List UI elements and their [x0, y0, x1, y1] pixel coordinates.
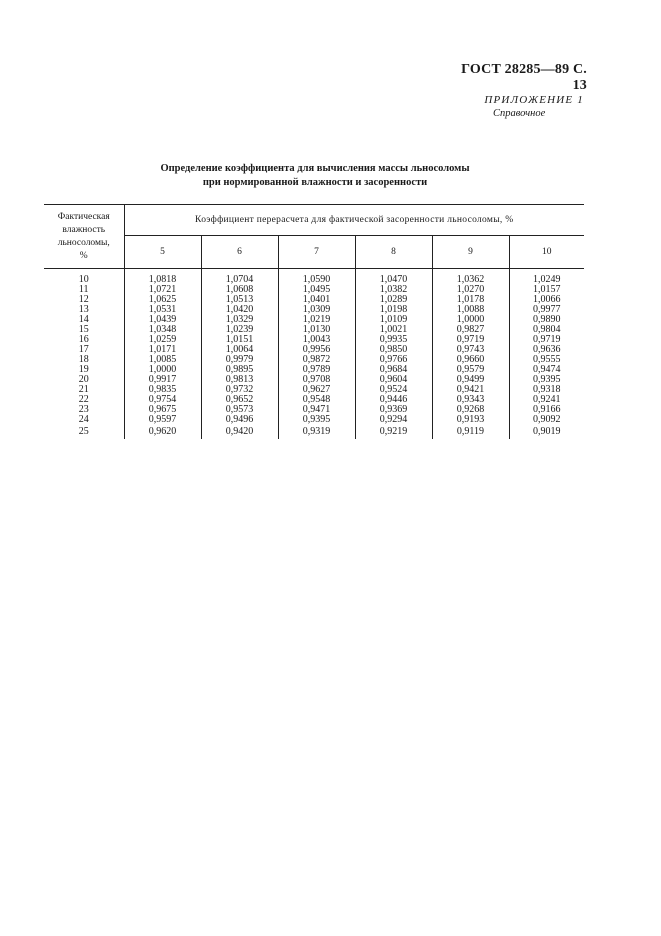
column-header: 6: [201, 236, 278, 269]
coefficient-cell: 0,9573: [201, 405, 278, 415]
coefficient-cell: 0,9294: [355, 415, 432, 425]
coefficient-cell: 0,9660: [432, 355, 509, 365]
coefficient-cell: 0,9977: [533, 304, 561, 315]
coefficient-cell: 0,9835: [124, 385, 201, 395]
coefficient-cell: 1,0259: [124, 335, 201, 345]
coefficient-cell: 0,9719: [432, 335, 509, 345]
coefficient-cell: 0,9708: [278, 375, 355, 385]
coefficient-cell: 0,9119: [432, 425, 509, 439]
coefficient-cell: 1,0329: [201, 315, 278, 325]
coefficient-cell: 0,9872: [278, 355, 355, 365]
coefficient-cell: 0,9597: [124, 415, 201, 425]
coefficient-cell: 1,0289: [355, 295, 432, 305]
coefficient-cell: 1,0000: [432, 315, 509, 325]
column-header: 10: [509, 236, 584, 269]
table-title: [100, 162, 530, 190]
stub-header-line-4: %: [79, 250, 88, 261]
column-header: 8: [355, 236, 432, 269]
table-title-line-1: Определение коэффициента для вычисления массы льносоломы: [160, 163, 470, 174]
coefficient-cell: 1,0088: [432, 305, 509, 315]
coefficient-cell: 0,9193: [432, 415, 509, 425]
coefficient-cell: 1,0109: [355, 315, 432, 325]
coefficient-cell: 0,9895: [201, 365, 278, 375]
humidity-cell: 16: [44, 335, 124, 345]
column-header: 9: [432, 236, 509, 269]
stub-header-line-3: льносоломы,: [57, 237, 110, 248]
table-title-line-2: при нормированной влажности и засоренности: [202, 177, 428, 188]
coefficient-cell: 0,9675: [124, 405, 201, 415]
humidity-cell: 11: [44, 285, 124, 295]
humidity-cell: 18: [44, 355, 124, 365]
coefficient-cell: 0,9804: [533, 324, 561, 335]
coefficient-cell: 0,9579: [432, 365, 509, 375]
coefficient-cell: 1,0470: [355, 269, 432, 286]
humidity-cell: 17: [44, 345, 124, 355]
coefficient-cell: 1,0704: [201, 269, 278, 286]
coefficient-cell: 0,9813: [201, 375, 278, 385]
coefficient-cell: 1,0513: [201, 295, 278, 305]
coefficient-cell: 0,9019: [533, 426, 561, 437]
coefficient-cell: 0,9935: [355, 335, 432, 345]
humidity-cell: 13: [44, 305, 124, 315]
coefficient-cell: 0,9917: [124, 375, 201, 385]
coefficient-cell: 1,0000: [124, 365, 201, 375]
humidity-cell: 21: [44, 385, 124, 395]
coefficient-cell: 1,0401: [278, 295, 355, 305]
coefficient-cell: 1,0043: [278, 335, 355, 345]
column-header: 5: [124, 236, 201, 269]
coefficient-table: [44, 204, 584, 439]
stub-header: [44, 205, 124, 269]
coefficient-cell: 1,0171: [124, 345, 201, 355]
stub-header-line-1: Фактическая: [57, 211, 110, 222]
coefficient-cell: 1,0064: [201, 345, 278, 355]
coefficient-cell: 0,9395: [278, 415, 355, 425]
table-row: [44, 425, 584, 439]
coefficient-cell: 0,9890: [533, 314, 561, 325]
coefficient-cell: 0,9092: [533, 414, 561, 425]
coefficient-cell: 1,0439: [124, 315, 201, 325]
humidity-cell: 10: [44, 269, 124, 286]
coefficient-cell: 0,9620: [124, 425, 201, 439]
humidity-cell: 24: [44, 415, 124, 425]
coefficient-cell: 0,9827: [432, 325, 509, 335]
coefficient-cell: 1,0249: [533, 274, 561, 285]
coefficient-cell: 0,9555: [533, 354, 561, 365]
coefficient-cell: 0,9241: [533, 394, 561, 405]
coefficient-cell: 0,9524: [355, 385, 432, 395]
coefficient-cell: 1,0239: [201, 325, 278, 335]
coefficient-cell: 1,0382: [355, 285, 432, 295]
appendix-label: ПРИЛОЖЕНИЕ 1: [484, 94, 584, 106]
coefficient-cell: 1,0219: [278, 315, 355, 325]
coefficient-cell: 0,9471: [278, 405, 355, 415]
stub-header-line-2: влажность: [62, 224, 106, 235]
coefficient-cell: 1,0625: [124, 295, 201, 305]
coefficient-cell: 1,0721: [124, 285, 201, 295]
coefficient-cell: 0,9719: [533, 334, 561, 345]
table-row: [44, 269, 584, 286]
coefficient-cell: 0,9754: [124, 395, 201, 405]
coefficient-cell: 1,0270: [432, 285, 509, 295]
humidity-cell: 23: [44, 405, 124, 415]
coefficient-cell: 1,0590: [278, 269, 355, 286]
coefficient-cell: 0,9343: [432, 395, 509, 405]
coefficient-cell: 1,0178: [432, 295, 509, 305]
humidity-cell: 25: [44, 425, 124, 439]
coefficient-cell: 0,9789: [278, 365, 355, 375]
coefficient-cell: 1,0495: [278, 285, 355, 295]
coefficient-cell: 0,9219: [355, 425, 432, 439]
coefficient-cell: 1,0531: [124, 305, 201, 315]
coefficient-cell: 0,9499: [432, 375, 509, 385]
coefficient-cell: 0,9496: [201, 415, 278, 425]
column-header: 7: [278, 236, 355, 269]
coefficient-cell: 0,9956: [278, 345, 355, 355]
coefficient-cell: 0,9850: [355, 345, 432, 355]
coefficient-cell: 0,9318: [533, 384, 561, 395]
humidity-cell: 22: [44, 395, 124, 405]
coefficient-cell: 1,0420: [201, 305, 278, 315]
coefficient-cell: 0,9474: [533, 364, 561, 375]
coefficient-cell: 1,0198: [355, 305, 432, 315]
document-code: ГОСТ 28285—89 С. 13: [461, 62, 587, 93]
coefficient-cell: 1,0818: [124, 269, 201, 286]
coefficient-cell: 1,0157: [533, 284, 561, 295]
humidity-cell: 19: [44, 365, 124, 375]
coefficient-cell: 0,9766: [355, 355, 432, 365]
coefficient-cell: 0,9684: [355, 365, 432, 375]
coefficient-cell: 0,9420: [201, 425, 278, 439]
coefficient-cell: 0,9604: [355, 375, 432, 385]
coefficient-cell: 1,0066: [533, 294, 561, 305]
humidity-cell: 14: [44, 315, 124, 325]
coefficient-cell: 1,0348: [124, 325, 201, 335]
coefficient-cell: 0,9627: [278, 385, 355, 395]
humidity-cell: 12: [44, 295, 124, 305]
coefficient-cell: 1,0309: [278, 305, 355, 315]
coefficient-cell: 1,0362: [432, 269, 509, 286]
reference-label: Справочное: [493, 108, 546, 119]
coefficient-cell: 0,9732: [201, 385, 278, 395]
coefficient-cell: 0,9395: [533, 374, 561, 385]
coefficient-cell: 0,9446: [355, 395, 432, 405]
coefficient-cell: 0,9166: [533, 404, 561, 415]
coefficient-cell: 1,0151: [201, 335, 278, 345]
span-header: Коэффициент перерасчета для фактической засоренности льносоломы, %: [124, 205, 584, 236]
humidity-cell: 15: [44, 325, 124, 335]
coefficient-cell: 1,0608: [201, 285, 278, 295]
coefficient-cell: 0,9548: [278, 395, 355, 405]
coefficient-cell: 0,9636: [533, 344, 561, 355]
coefficient-cell: 0,9652: [201, 395, 278, 405]
coefficient-cell: 0,9319: [278, 425, 355, 439]
coefficient-cell: 1,0085: [124, 355, 201, 365]
coefficient-cell: 0,9979: [201, 355, 278, 365]
coefficient-cell: 1,0021: [355, 325, 432, 335]
table-row: [44, 415, 584, 425]
coefficient-cell: 0,9369: [355, 405, 432, 415]
coefficient-cell: 0,9743: [432, 345, 509, 355]
coefficient-cell: 0,9421: [432, 385, 509, 395]
coefficient-cell: 1,0130: [278, 325, 355, 335]
coefficient-cell: 0,9268: [432, 405, 509, 415]
humidity-cell: 20: [44, 375, 124, 385]
